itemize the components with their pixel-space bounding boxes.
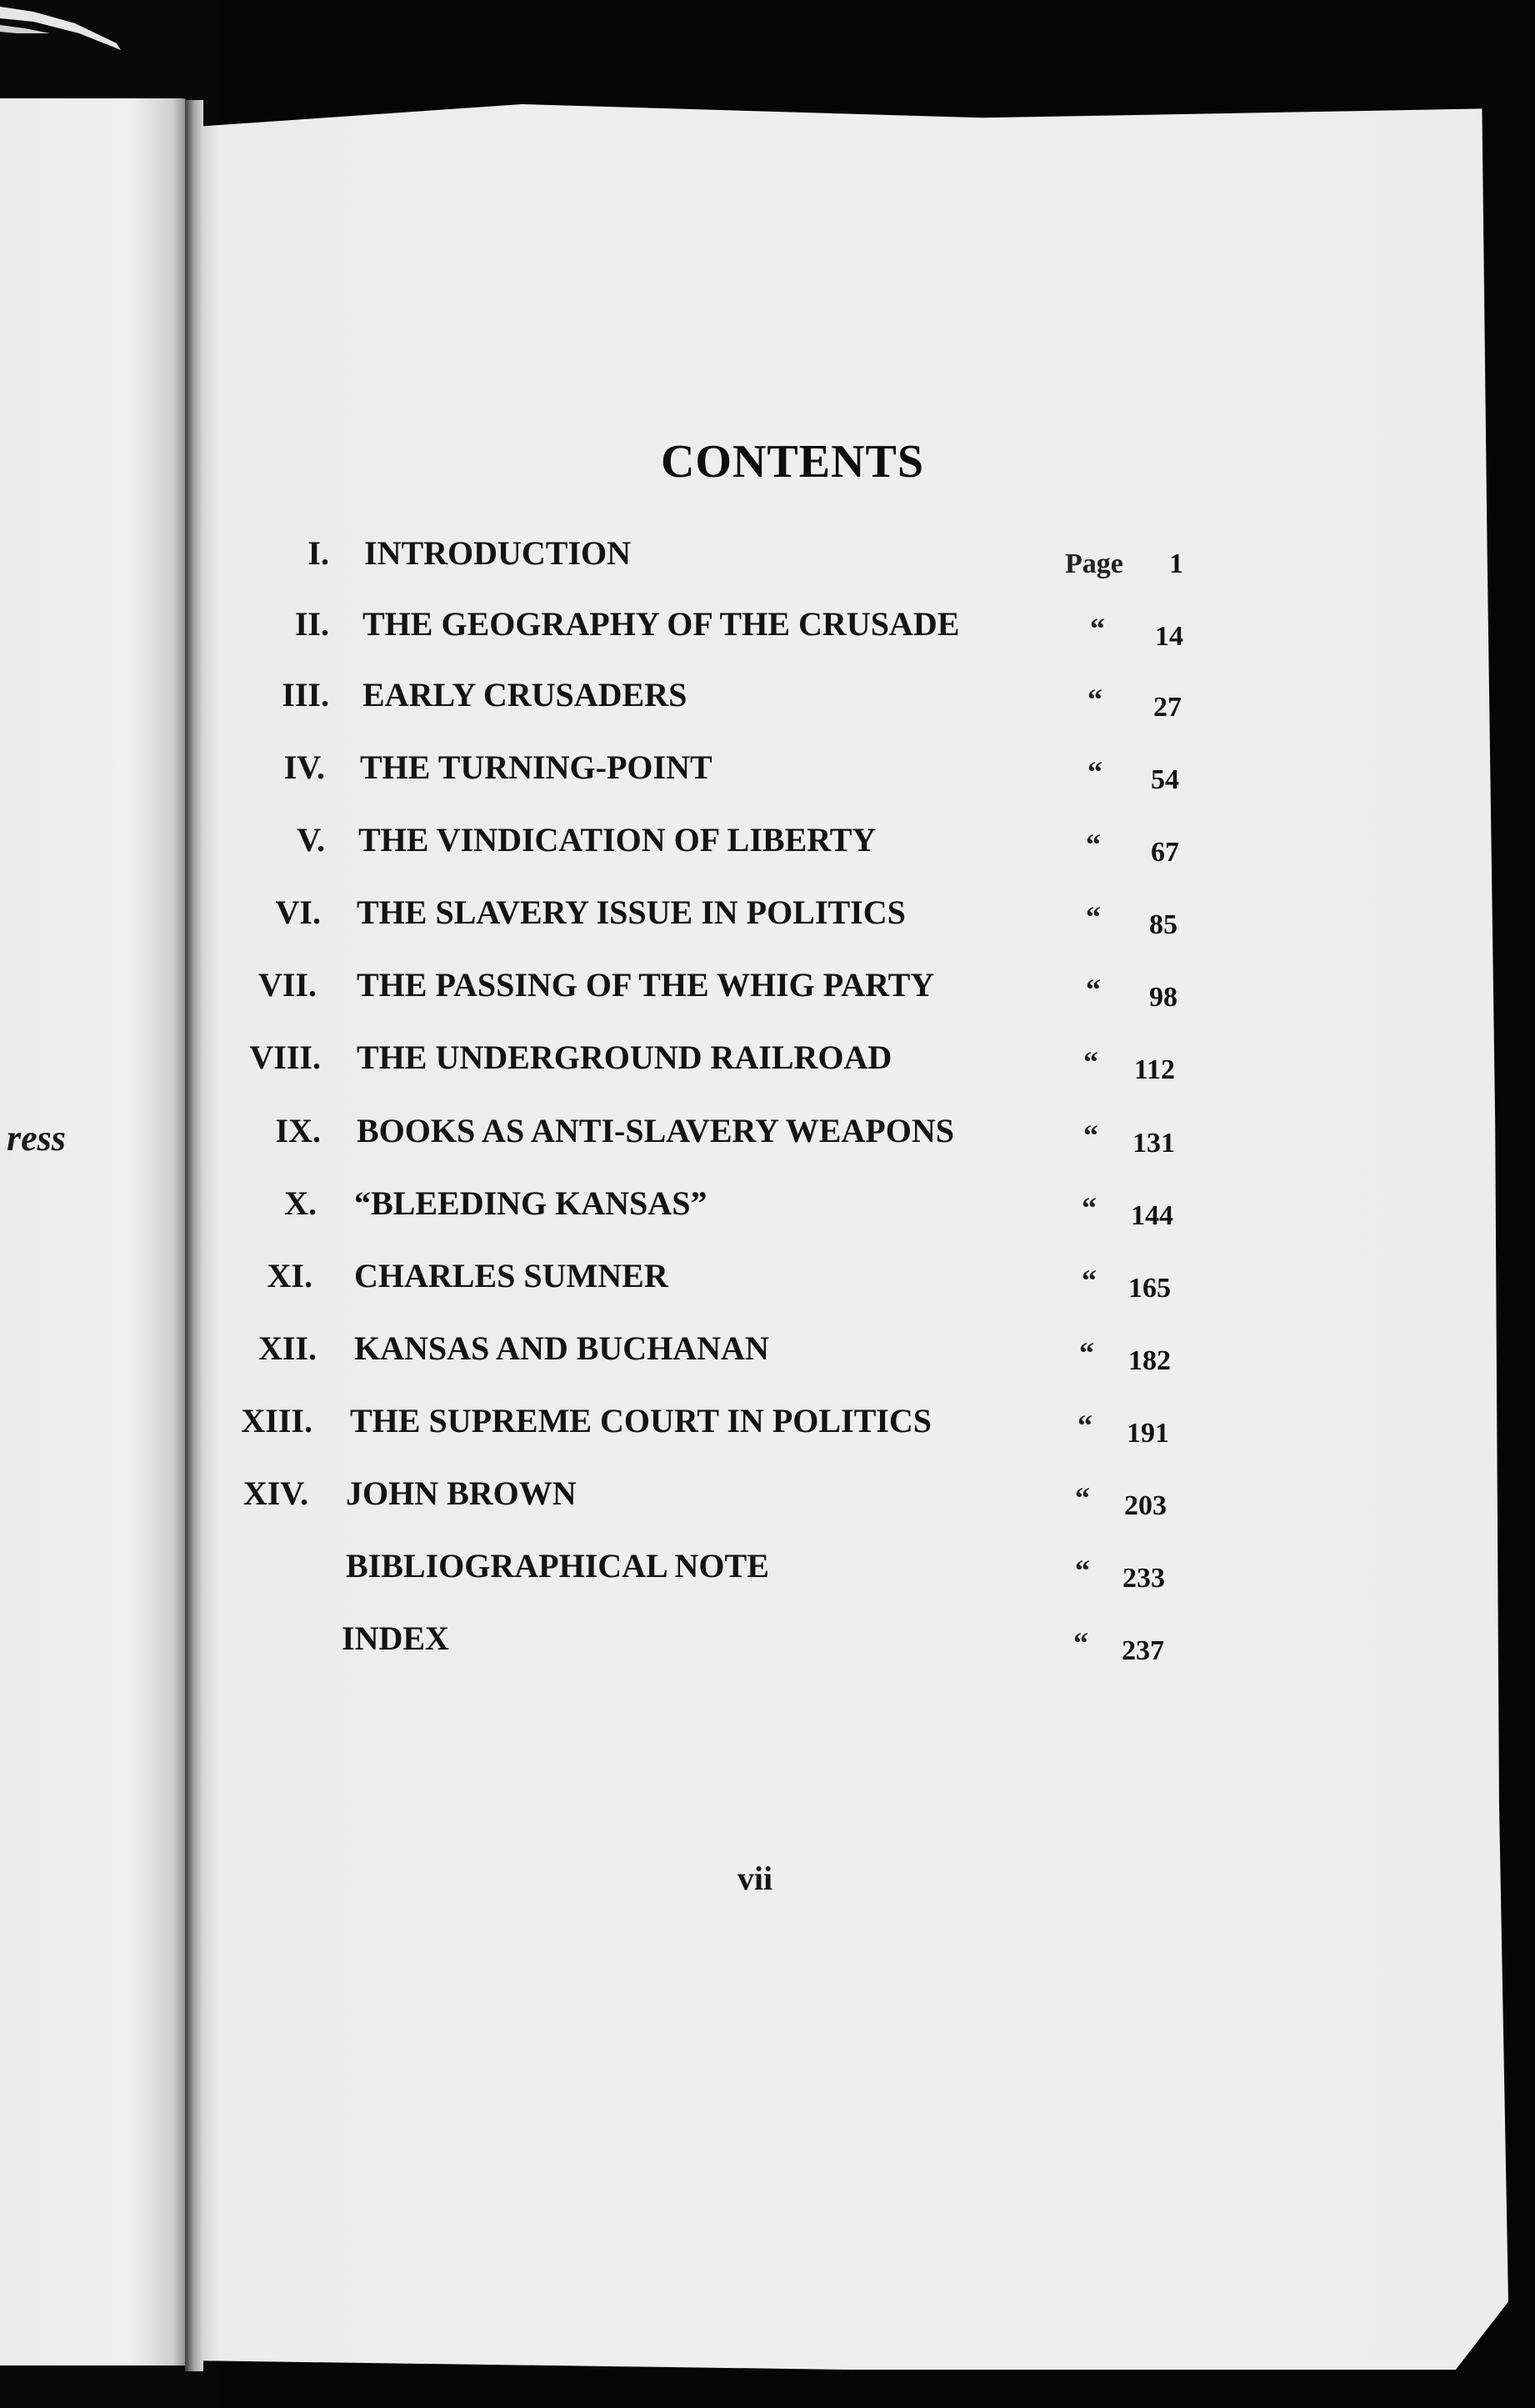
ditto-mark: “ <box>1088 683 1102 716</box>
page-number-ref: 165 <box>1128 1273 1171 1304</box>
page-number-ref: 98 <box>1149 982 1178 1013</box>
chapter-number: VII. <box>258 966 317 1004</box>
toc-entry <box>0 1184 1535 1250</box>
page-number-ref: 112 <box>1133 1054 1175 1085</box>
chapter-title: JOHN BROWN <box>346 1474 577 1512</box>
toc-entry <box>0 1474 1535 1540</box>
chapter-number: XII. <box>258 1329 317 1367</box>
chapter-number: II. <box>294 605 329 643</box>
chapter-title: BIBLIOGRAPHICAL NOTE <box>346 1547 769 1584</box>
page-title: CONTENTS <box>660 436 925 488</box>
ditto-mark: “ <box>1086 973 1101 1006</box>
ditto-mark: “ <box>1086 828 1101 861</box>
ditto-mark: “ <box>1078 1409 1092 1442</box>
page-number-ref: 182 <box>1128 1345 1171 1376</box>
chapter-title: INDEX <box>342 1620 449 1657</box>
chapter-number: V. <box>297 821 325 859</box>
toc-entry <box>0 1038 1535 1104</box>
page-number-ref: 233 <box>1122 1563 1165 1594</box>
chapter-title: KANSAS AND BUCHANAN <box>354 1329 769 1367</box>
chapter-number: IX. <box>275 1112 321 1149</box>
page-number-ref: 203 <box>1124 1490 1167 1521</box>
chapter-number: X. <box>284 1184 317 1222</box>
ditto-mark: “ <box>1073 1626 1088 1660</box>
chapter-number: III. <box>282 676 329 713</box>
toc-entry <box>0 1619 1535 1685</box>
toc-entry <box>0 1329 1535 1395</box>
page-number-ref: 237 <box>1122 1635 1164 1666</box>
page-number-ref: 144 <box>1131 1200 1173 1231</box>
left-page-text-fragment: ress <box>7 1118 66 1159</box>
chapter-title: EARLY CRUSADERS <box>362 676 688 713</box>
toc-entry <box>0 1546 1535 1613</box>
ditto-mark: “ <box>1083 1045 1098 1079</box>
chapter-number: I. <box>308 534 329 572</box>
ditto-mark: “ <box>1079 1336 1094 1369</box>
chapter-number: XIII. <box>241 1402 312 1439</box>
chapter-title: THE UNDERGROUND RAILROAD <box>357 1039 892 1076</box>
chapter-number: VI. <box>275 894 321 931</box>
page-number: vii <box>737 1860 773 1897</box>
chapter-number: XIV. <box>242 1474 308 1512</box>
toc-entry <box>0 604 1535 671</box>
page-number-ref: 14 <box>1155 621 1183 652</box>
ditto-mark: “ <box>1075 1481 1090 1514</box>
ditto-mark: “ <box>1075 1554 1090 1587</box>
toc-entry <box>0 748 1535 814</box>
page-label: Page <box>1065 548 1123 579</box>
page-number-ref: 85 <box>1149 909 1178 940</box>
chapter-title: THE SLAVERY ISSUE IN POLITICS <box>357 894 906 931</box>
chapter-title: “BLEEDING KANSAS” <box>354 1184 708 1222</box>
ditto-mark: “ <box>1082 1191 1097 1224</box>
page-number-ref: 131 <box>1132 1128 1175 1159</box>
ditto-mark: “ <box>1090 612 1105 645</box>
ditto-mark: “ <box>1088 755 1102 788</box>
ditto-mark: “ <box>1082 1264 1097 1297</box>
page-number-ref: 67 <box>1151 837 1179 868</box>
chapter-title: THE VINDICATION OF LIBERTY <box>358 821 877 859</box>
chapter-number: VIII. <box>249 1039 321 1076</box>
chapter-title: THE GEOGRAPHY OF THE CRUSADE <box>362 605 960 643</box>
toc-entry <box>0 533 1535 600</box>
chapter-title: BOOKS AS ANTI-SLAVERY WEAPONS <box>357 1112 954 1149</box>
toc-entry <box>0 1111 1535 1178</box>
toc-entry <box>0 675 1535 742</box>
chapter-title: THE SUPREME COURT IN POLITICS <box>350 1402 932 1439</box>
ditto-mark: “ <box>1086 900 1101 934</box>
page-number-ref: 191 <box>1127 1418 1169 1449</box>
chapter-number: IV. <box>283 748 325 786</box>
toc-entry <box>0 1401 1535 1468</box>
page-number-ref: 1 <box>1169 548 1183 579</box>
toc-entry <box>0 1256 1535 1323</box>
toc-entry <box>0 820 1535 887</box>
toc-entry <box>0 965 1535 1032</box>
page-number-ref: 27 <box>1153 692 1182 723</box>
toc-entry <box>0 893 1535 959</box>
ditto-mark: “ <box>1083 1119 1098 1152</box>
page-number-ref: 54 <box>1151 764 1179 795</box>
chapter-title: CHARLES SUMNER <box>354 1257 668 1294</box>
chapter-number: XI. <box>267 1257 312 1294</box>
chapter-title: THE TURNING-POINT <box>360 748 712 786</box>
chapter-title: INTRODUCTION <box>364 534 632 572</box>
chapter-title: THE PASSING OF THE WHIG PARTY <box>357 966 935 1004</box>
